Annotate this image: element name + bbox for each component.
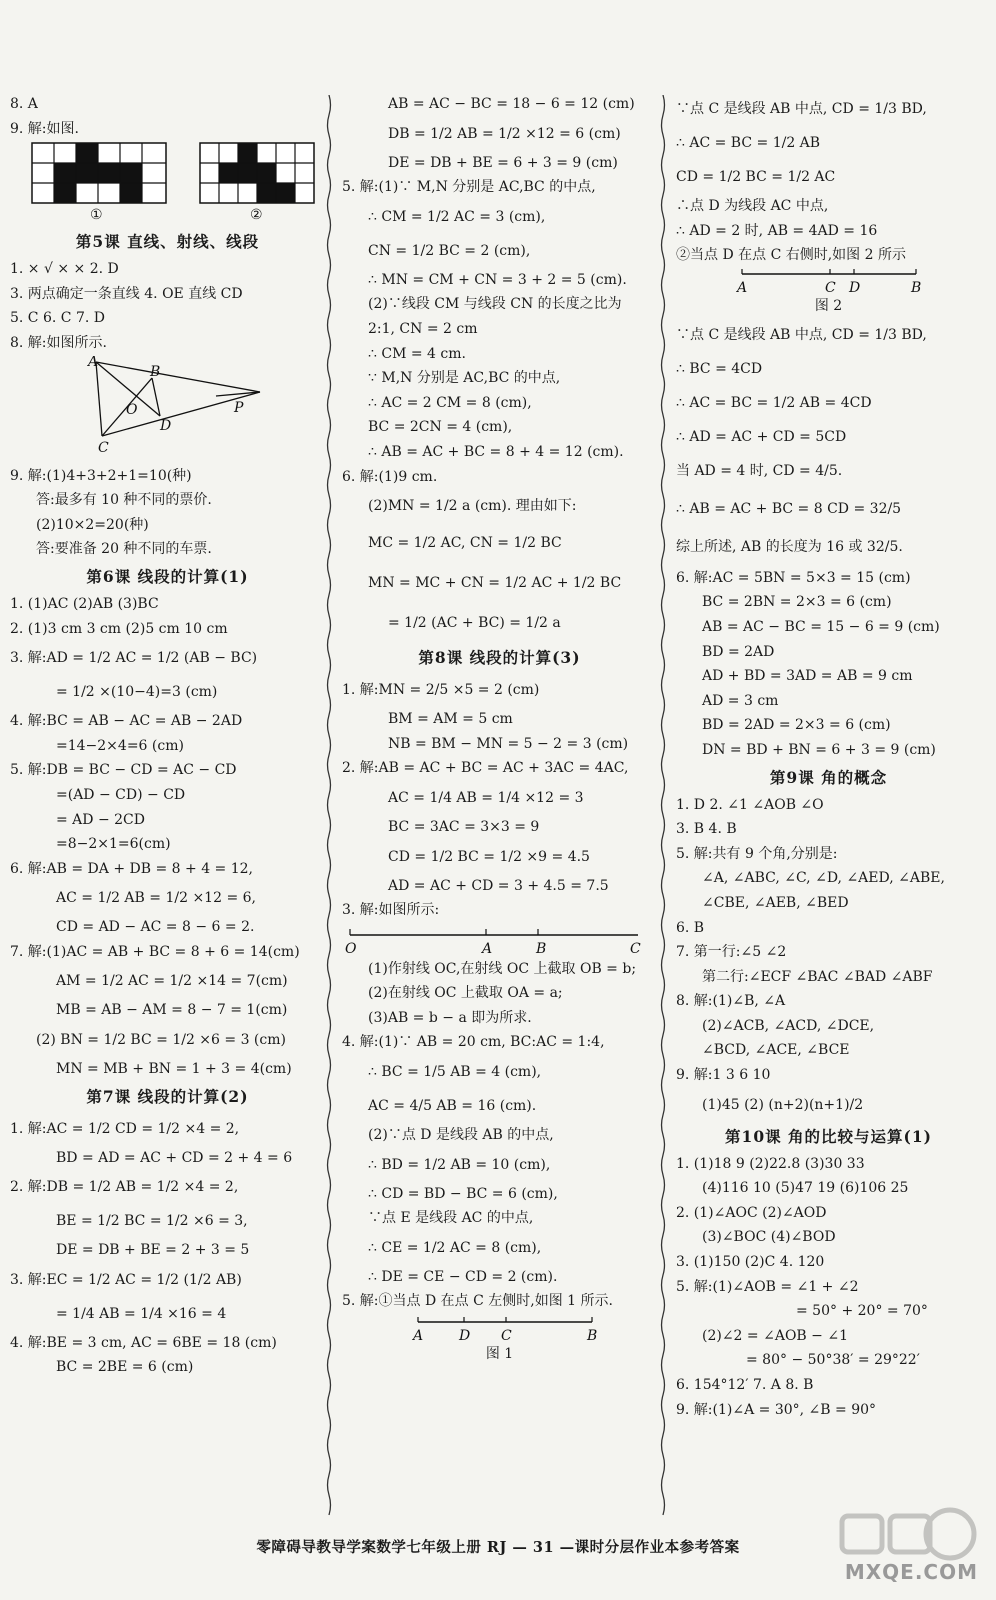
answer-line: =8−2×1=6(cm): [56, 836, 171, 853]
answer-line: 9. 解:1 3 6 10: [676, 1067, 771, 1084]
answer-line: 6. 154°12′ 7. A 8. B: [676, 1377, 814, 1393]
lesson-title: 第7课 线段的计算(2): [86, 1086, 249, 1106]
answer-line: ∴ CM = 4 cm.: [368, 345, 466, 362]
ray-figure: [342, 923, 657, 957]
answer-line: 1. × √ × × 2. D: [10, 261, 119, 278]
answer-line: = 80° − 50°38′ = 29°22′: [746, 1352, 920, 1369]
point-label: A: [482, 940, 493, 957]
ray-figure-svg: [342, 923, 657, 957]
answer-line: 9. 解:(1)4+3+2+1=10(种): [10, 467, 192, 484]
answer-line: ∴点 D 为线段 AC 中点,: [676, 198, 829, 214]
answer-line: ∴ AD = AC + CD = 5CD: [676, 428, 847, 445]
answer-line: ∴ BD = 1/2 AB = 10 (cm),: [368, 1156, 551, 1173]
answer-line: AB = AC − BC = 18 − 6 = 12 (cm): [388, 96, 635, 112]
answer-line: ∴ BC = 1/5 AB = 4 (cm),: [368, 1064, 542, 1081]
figure-1-svg: [342, 1314, 657, 1344]
point-label: B: [911, 279, 922, 296]
grid-figure-2: [200, 143, 314, 203]
answer-line: (2)在射线 OC 上截取 OA = a;: [368, 985, 563, 1002]
answer-line: 5. 解:(1)∠AOB = ∠1 + ∠2: [676, 1278, 859, 1295]
answer-line: = 1/2 ×(10−4)=3 (cm): [56, 684, 218, 701]
answer-line: AD = 3 cm: [702, 692, 779, 709]
answer-line: 第二行:∠ECF ∠BAC ∠BAD ∠ABF: [702, 968, 933, 985]
answer-line: MN = MC + CN = 1/2 AC + 1/2 BC: [368, 575, 622, 592]
grid-figure-1: [32, 143, 166, 203]
column-divider: [659, 95, 667, 1525]
answer-line: 1. D 2. ∠1 ∠AOB ∠O: [676, 796, 824, 813]
answer-line: 答:要准备 20 种不同的车票.: [36, 541, 212, 558]
lesson-title: 第5课 直线、射线、线段: [75, 232, 260, 252]
answer-line: = AD − 2CD: [56, 811, 145, 828]
answer-line: 7. 第一行:∠5 ∠2: [676, 944, 787, 961]
answer-line: 6. 解:(1)9 cm.: [342, 468, 438, 485]
answer-line: 2. 解:DB = 1/2 AB = 1/2 ×4 = 2,: [10, 1179, 239, 1196]
answer-line: (2)∠2 = ∠AOB − ∠1: [702, 1327, 848, 1344]
answer-line: ②当点 D 在点 C 右侧时,如图 2 所示: [676, 247, 906, 264]
grid-labels: [10, 207, 325, 227]
answer-line: = 50° + 20° = 70°: [796, 1303, 928, 1320]
answer-line: DE = DB + BE = 6 + 3 = 9 (cm): [388, 154, 618, 171]
answer-line: 3. B 4. B: [676, 821, 737, 838]
answer-line: ∴ DE = CE − CD = 2 (cm).: [368, 1268, 558, 1285]
answer-line: 1. 解:AC = 1/2 CD = 1/2 ×4 = 2,: [10, 1120, 240, 1137]
answer-line: ∴ CD = BD − BC = 6 (cm),: [368, 1185, 558, 1202]
answer-line: BD = 2AD = 2×3 = 6 (cm): [702, 717, 891, 734]
answer-line: ∵点 C 是线段 AB 中点, CD = 1/3 BD,: [676, 101, 927, 117]
answer-line: MB = AB − AM = 8 − 7 = 1(cm): [56, 1002, 288, 1019]
lesson-title: 第9课 角的概念: [769, 767, 888, 787]
answer-line: ∴ MN = CM + CN = 3 + 2 = 5 (cm).: [368, 271, 627, 288]
figure-8-svg: [10, 356, 325, 464]
answer-line: AC = 4/5 AB = 16 (cm).: [368, 1098, 537, 1115]
answer-line: 4. 解:(1)∵ AB = 20 cm, BC:AC = 1:4,: [342, 1034, 605, 1051]
answer-line: (2)∠ACB, ∠ACD, ∠DCE,: [702, 1017, 875, 1034]
answer-line: AM = 1/2 AC = 1/2 ×14 = 7(cm): [56, 973, 288, 990]
answer-line: =(AD − CD) − CD: [56, 786, 186, 803]
point-label: B: [536, 940, 547, 957]
answer-line: CD = AD − AC = 8 − 6 = 2.: [56, 919, 255, 936]
answer-line: 4. 解:BC = AB − AC = AB − 2AD: [10, 713, 243, 730]
answer-line: (2)∵线段 CM 与线段 CN 的长度之比为: [368, 296, 622, 313]
column-2: [342, 92, 657, 1364]
answer-line: 2. (1)∠AOC (2)∠AOD: [676, 1204, 827, 1221]
answer-line: MC = 1/2 AC, CN = 1/2 BC: [368, 535, 562, 552]
grid-label-2: ②: [250, 207, 263, 224]
point-label: C: [825, 279, 836, 296]
answer-line: ∴ CE = 1/2 AC = 8 (cm),: [368, 1239, 542, 1256]
answer-line: 1. (1)18 9 (2)22.8 (3)30 33: [676, 1155, 865, 1172]
grid-figure-svg: [10, 141, 325, 207]
point-label: A: [88, 355, 99, 370]
answer-line: 9. 解:(1)∠A = 30°, ∠B = 90°: [676, 1401, 877, 1418]
point-label: D: [459, 1328, 471, 1345]
answer-line: ∴ AD = 2 时, AB = 4AD = 16: [676, 222, 878, 239]
point-label: D: [160, 417, 172, 434]
answer-line: 8. A: [10, 96, 38, 112]
grid-label-1: ①: [90, 207, 103, 224]
answer-line: ∵点 E 是线段 AC 的中点,: [368, 1210, 534, 1227]
column-3: [676, 92, 981, 1422]
answer-line: 5. 解:(1)∵ M,N 分别是 AC,BC 的中点,: [342, 179, 596, 196]
figure-caption: 图 2: [814, 297, 843, 314]
answer-line: 6. 解:AB = DA + DB = 8 + 4 = 12,: [10, 860, 254, 877]
figure-caption: 图 1: [485, 1346, 514, 1363]
answer-line: ∴ AB = AC + BC = 8 CD = 32/5: [676, 500, 902, 517]
answer-line: BC = 2BN = 2×3 = 6 (cm): [702, 594, 892, 611]
answer-line: 3. 解:AD = 1/2 AC = 1/2 (AB − BC): [10, 650, 258, 667]
answer-line: (2)∵点 D 是线段 AB 的中点,: [368, 1127, 554, 1144]
point-label: A: [413, 1328, 424, 1345]
answer-line: NB = BM − MN = 5 − 2 = 3 (cm): [388, 735, 629, 752]
answer-line: 1. 解:MN = 2/5 ×5 = 2 (cm): [342, 682, 540, 699]
answer-line: ∠BCD, ∠ACE, ∠BCE: [702, 1042, 850, 1059]
point-label: B: [587, 1328, 598, 1345]
answer-line: 3. 解:EC = 1/2 AC = 1/2 (1/2 AB): [10, 1271, 242, 1288]
answer-line: 5. C 6. C 7. D: [10, 310, 105, 327]
answer-line: 8. 解:如图所示.: [10, 334, 107, 351]
point-label: D: [849, 279, 861, 296]
answer-line: (4)116 10 (5)47 19 (6)106 25: [702, 1180, 909, 1197]
figure-8: [10, 356, 325, 464]
answer-line: AD + BD = 3AD = AB = 9 cm: [702, 668, 913, 685]
point-label: C: [98, 439, 109, 456]
answer-line: (2) BN = 1/2 BC = 1/2 ×6 = 3 (cm): [36, 1032, 286, 1049]
answer-line: CD = 1/2 BC = 1/2 AC: [676, 169, 836, 185]
figure-2: [676, 268, 981, 296]
answer-line: (3)AB = b − a 即为所求.: [368, 1009, 532, 1026]
answer-line: DE = DB + BE = 2 + 3 = 5: [56, 1242, 250, 1259]
answer-line: 3. (1)150 (2)C 4. 120: [676, 1254, 825, 1271]
answer-line: ∴ AB = AC + BC = 8 + 4 = 12 (cm).: [368, 443, 624, 460]
figure-1: [342, 1314, 657, 1344]
answer-line: 2:1, CN = 2 cm: [368, 320, 478, 337]
answer-line: (2)MN = 1/2 a (cm). 理由如下:: [368, 498, 577, 515]
lesson-title: 第6课 线段的计算(1): [86, 566, 249, 586]
answer-line: ∴ BC = 4CD: [676, 360, 763, 377]
answer-line: ∴ AC = BC = 1/2 AB = 4CD: [676, 394, 872, 411]
answer-line: ∴ AC = 2 CM = 8 (cm),: [368, 394, 532, 411]
answer-line: MN = MB + BN = 1 + 3 = 4(cm): [56, 1061, 292, 1078]
answer-line: =14−2×4=6 (cm): [56, 737, 184, 754]
watermark-text: MXQE.COM: [844, 1560, 978, 1584]
answer-line: 7. 解:(1)AC = AB + BC = 8 + 6 = 14(cm): [10, 943, 300, 960]
answer-line: ∠A, ∠ABC, ∠C, ∠D, ∠AED, ∠ABE,: [702, 870, 945, 887]
answer-line: ∵点 C 是线段 AB 中点, CD = 1/3 BD,: [676, 326, 927, 343]
answer-line: (3)∠BOC (4)∠BOD: [702, 1229, 836, 1246]
answer-line: 9. 解:如图.: [10, 120, 79, 137]
answer-line: AC = 1/4 AB = 1/4 ×12 = 3: [388, 789, 584, 806]
answer-line: BC = 2BE = 6 (cm): [56, 1359, 194, 1376]
figure-2-svg: [676, 268, 981, 296]
answer-line: CD = 1/2 BC = 1/2 ×9 = 4.5: [388, 848, 590, 865]
answer-line: AD = AC + CD = 3 + 4.5 = 7.5: [388, 877, 609, 894]
answer-line: 2. (1)3 cm 3 cm (2)5 cm 10 cm: [10, 620, 228, 637]
answer-line: BM = AM = 5 cm: [388, 711, 513, 728]
point-label: O: [345, 940, 357, 957]
answer-line: 5. 解:①当点 D 在点 C 左侧时,如图 1 所示.: [342, 1293, 613, 1310]
answer-line: 综上所述, AB 的长度为 16 或 32/5.: [676, 538, 903, 555]
answer-line: 5. 解:共有 9 个角,分别是:: [676, 845, 838, 862]
answer-line: AB = AC − BC = 15 − 6 = 9 (cm): [702, 618, 940, 635]
answer-line: BC = 3AC = 3×3 = 9: [388, 818, 540, 835]
answer-line: = 1/2 (AC + BC) = 1/2 a: [388, 615, 561, 632]
answer-line: BD = 2AD: [702, 643, 775, 660]
grid-figures: [10, 141, 325, 207]
lesson-title: 第10课 角的比较与运算(1): [725, 1126, 932, 1146]
column-1: [10, 92, 325, 1380]
answer-line: 6. B: [676, 919, 705, 936]
answer-line: 4. 解:BE = 3 cm, AC = 6BE = 18 (cm): [10, 1334, 277, 1351]
answer-line: 当 AD = 4 时, CD = 4/5.: [676, 462, 843, 479]
answer-line: BE = 1/2 BC = 1/2 ×6 = 3,: [56, 1213, 248, 1230]
answer-line: (1)作射线 OC,在射线 OC 上截取 OB = b;: [368, 960, 637, 977]
answer-line: DB = 1/2 AB = 1/2 ×12 = 6 (cm): [388, 125, 621, 142]
answer-line: DN = BD + BN = 6 + 3 = 9 (cm): [702, 741, 936, 758]
point-label: O: [126, 401, 138, 418]
answer-line: ∴ AC = BC = 1/2 AB: [676, 135, 821, 151]
answer-line: 5. 解:DB = BC − CD = AC − CD: [10, 762, 237, 779]
answer-line: = 1/4 AB = 1/4 ×16 = 4: [56, 1305, 227, 1322]
answer-line: BD = AD = AC + CD = 2 + 4 = 6: [56, 1149, 293, 1166]
page-footer: 零障碍导教导学案数学七年级上册 RJ — 31 —课时分层作业本参考答案: [256, 1539, 740, 1556]
answer-line: BC = 2CN = 4 (cm),: [368, 419, 513, 436]
answer-line: 8. 解:(1)∠B, ∠A: [676, 993, 786, 1010]
answer-line: (1)45 (2) (n+2)(n+1)/2: [702, 1096, 864, 1113]
answer-line: 3. 解:如图所示:: [342, 902, 440, 919]
point-label: C: [501, 1328, 512, 1345]
point-label: C: [630, 940, 641, 957]
answer-line: 3. 两点确定一条直线 4. OE 直线 CD: [10, 285, 243, 302]
answer-line: ∵ M,N 分别是 AC,BC 的中点,: [368, 370, 561, 387]
answer-line: ∠CBE, ∠AEB, ∠BED: [702, 894, 849, 911]
answer-line: 2. 解:AB = AC + BC = AC + 3AC = 4AC,: [342, 760, 629, 777]
point-label: P: [234, 399, 244, 416]
point-label: B: [150, 363, 161, 380]
point-label: A: [737, 279, 748, 296]
answer-line: 1. (1)AC (2)AB (3)BC: [10, 595, 159, 612]
answer-line: AC = 1/2 AB = 1/2 ×12 = 6,: [56, 890, 256, 907]
column-divider: [325, 95, 333, 1525]
answer-line: ∴ CM = 1/2 AC = 3 (cm),: [368, 208, 546, 225]
answer-line: (2)10×2=20(种): [36, 516, 149, 533]
lesson-title: 第8课 线段的计算(3): [418, 648, 581, 668]
answer-line: 6. 解:AC = 5BN = 5×3 = 15 (cm): [676, 569, 911, 586]
answer-line: 答:最多有 10 种不同的票价.: [36, 492, 212, 509]
answer-line: CN = 1/2 BC = 2 (cm),: [368, 242, 531, 259]
